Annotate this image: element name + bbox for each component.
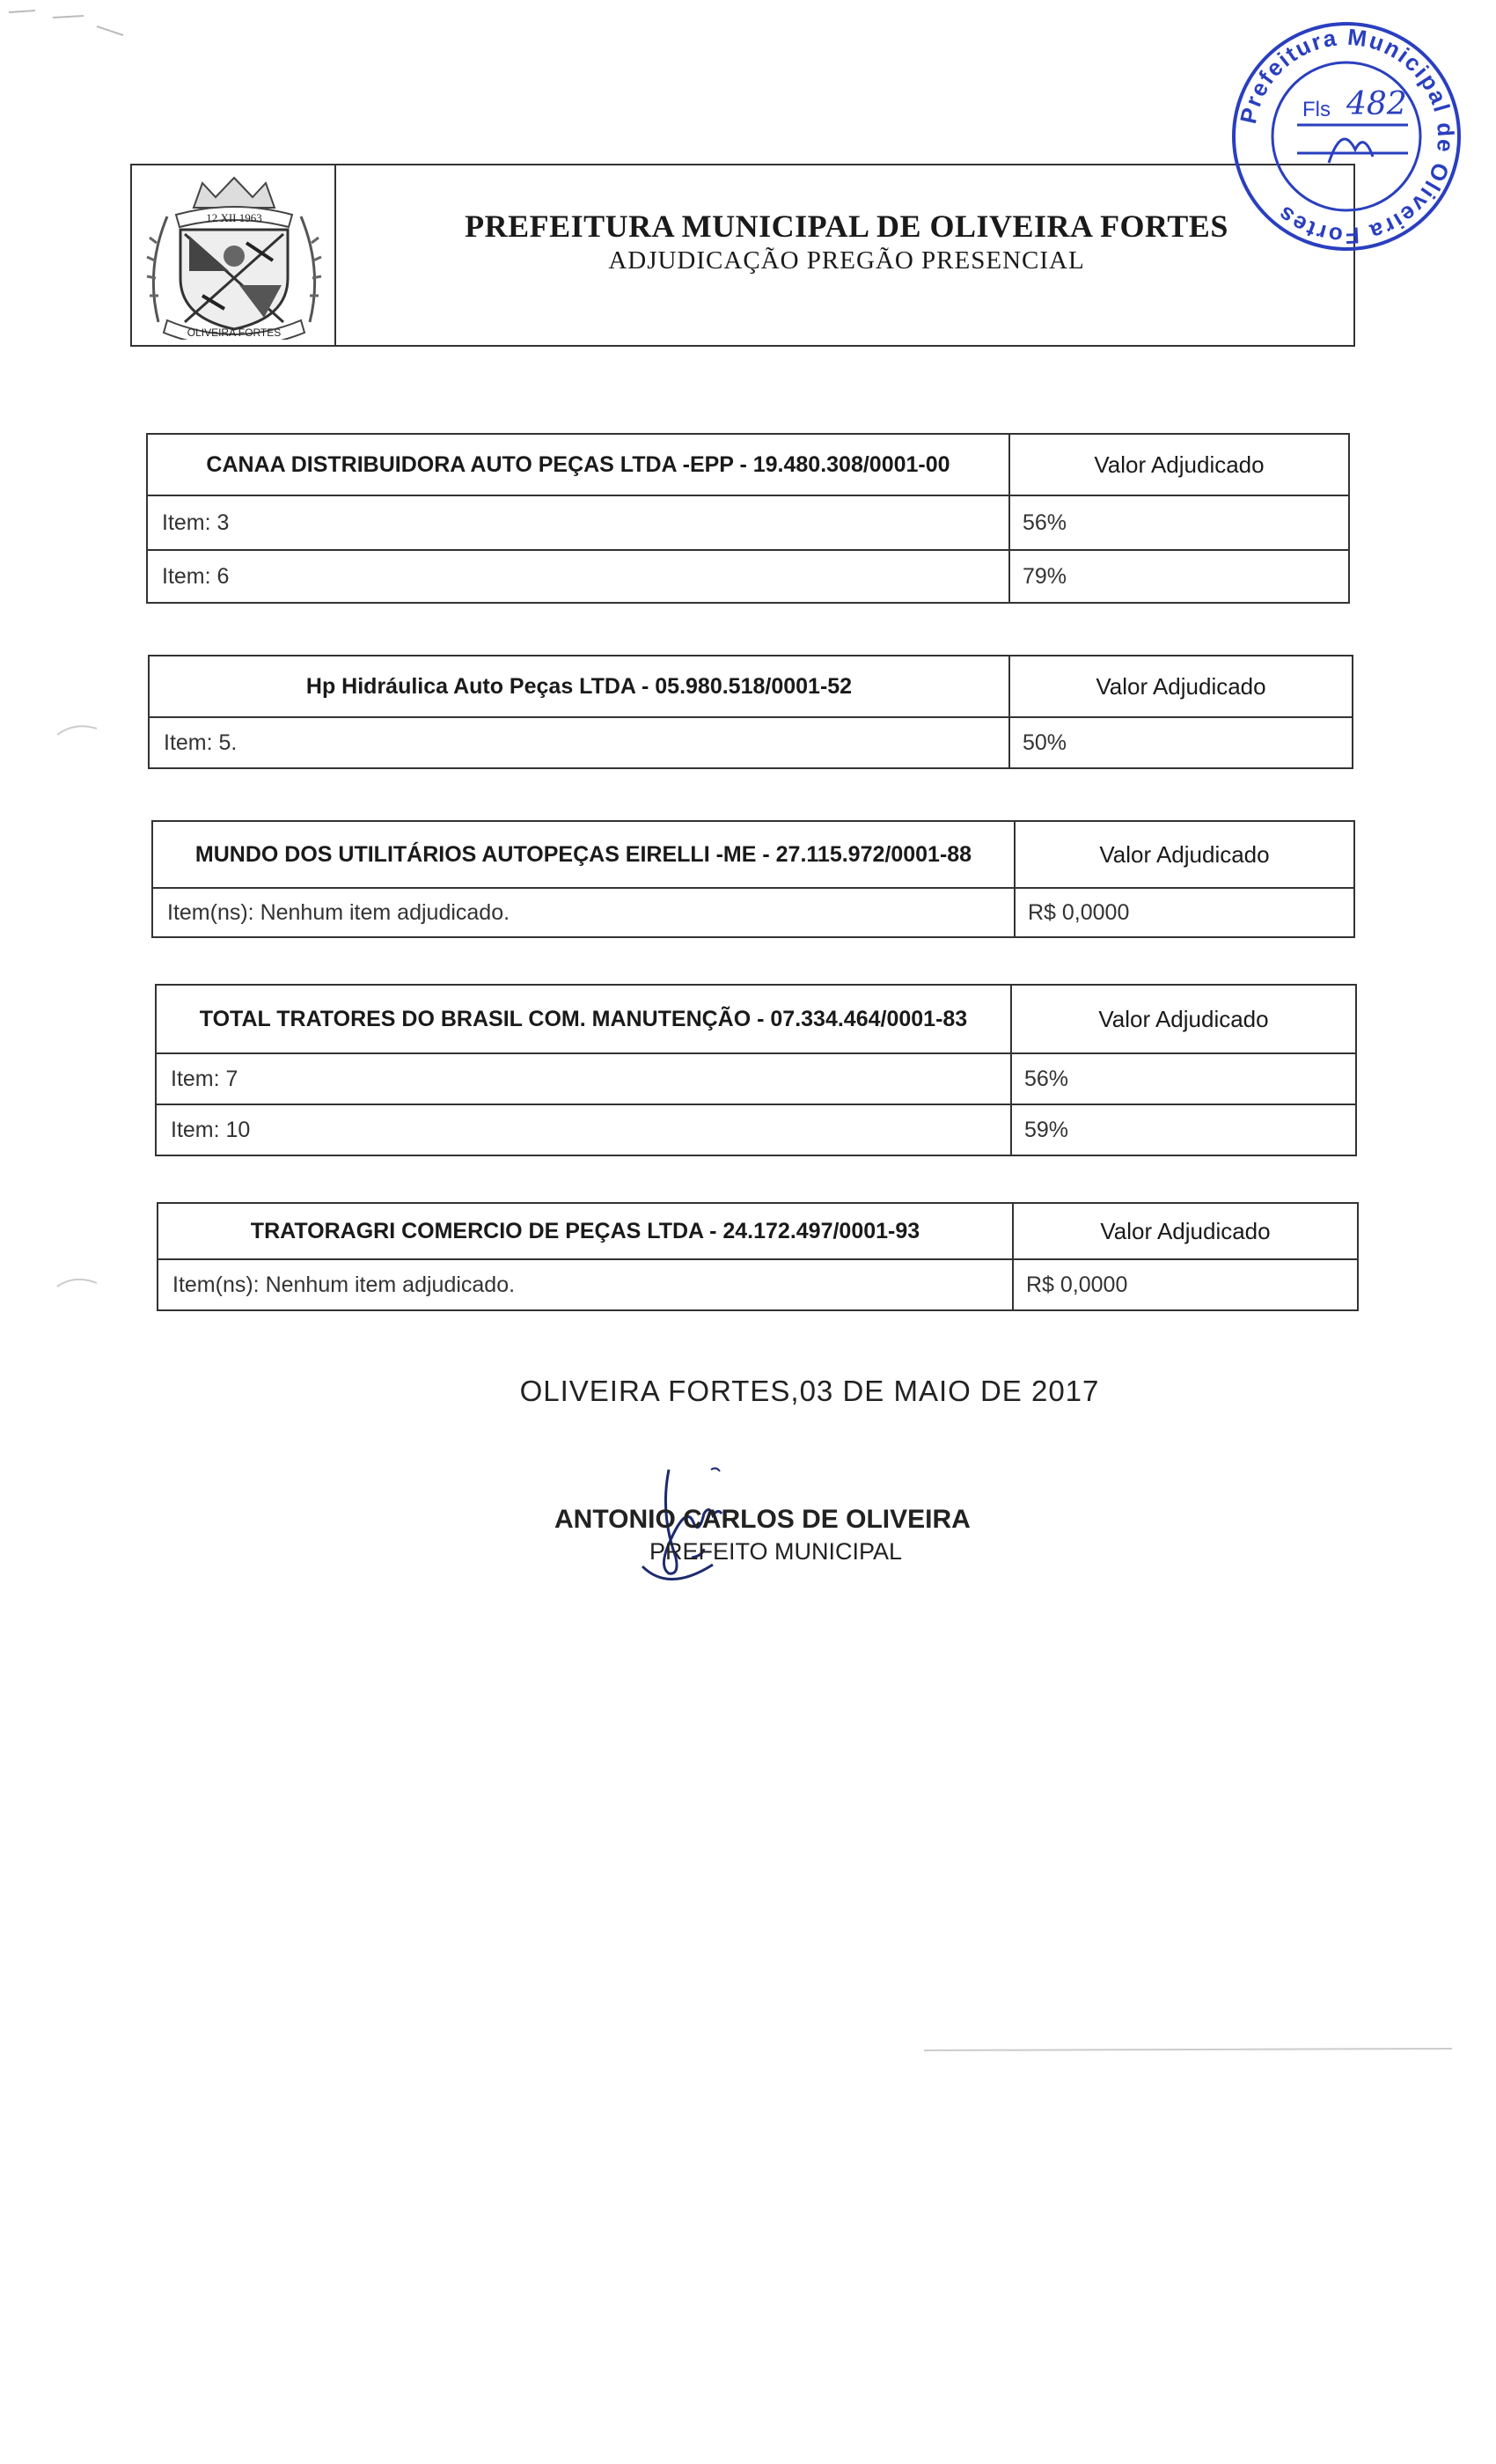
table-header-row bbox=[153, 822, 1353, 887]
valor-header: Valor Adjudicado bbox=[1010, 986, 1355, 1052]
table-header-row bbox=[150, 656, 1352, 716]
table-row bbox=[148, 495, 1348, 549]
table-row bbox=[150, 716, 1352, 767]
item-label: Item: 3 bbox=[162, 510, 230, 535]
table-row bbox=[153, 887, 1353, 936]
valor-header: Valor Adjudicado bbox=[1008, 435, 1348, 495]
signer-role: PREFEITO MUNICIPAL bbox=[649, 1538, 903, 1565]
item-value: R$ 0,0000 bbox=[1014, 889, 1353, 936]
stamp-folio-label: Fls bbox=[1302, 98, 1331, 121]
item-value: 56% bbox=[1010, 1054, 1355, 1104]
item-value: 50% bbox=[1008, 718, 1352, 767]
stamp-ring-text: Prefeitura Municipal de Oliveira Fortes bbox=[1234, 23, 1460, 250]
award-table-3 bbox=[151, 820, 1355, 938]
table-header-row bbox=[148, 435, 1348, 495]
stamp-folio-number: 482 bbox=[1346, 86, 1407, 122]
item-value: 79% bbox=[1008, 551, 1348, 602]
folio-stamp bbox=[1223, 18, 1470, 255]
crest-cell bbox=[132, 165, 336, 345]
scan-noise bbox=[0, 0, 176, 53]
company-name: MUNDO DOS UTILITÁRIOS AUTOPEÇAS EIRELLI -ME - 27.115.972/0001-88 bbox=[194, 842, 972, 867]
valor-header: Valor Adjudicado bbox=[1012, 1204, 1357, 1258]
scan-mark bbox=[53, 1267, 106, 1302]
company-name: TRATORAGRI COMERCIO DE PEÇAS LTDA - 24.172.497/0001-93 bbox=[250, 1219, 920, 1243]
item-value: R$ 0,0000 bbox=[1012, 1260, 1357, 1309]
company-name: CANAA DISTRIBUIDORA AUTO PEÇAS LTDA -EPP - 19.480.308/0001-00 bbox=[206, 452, 950, 477]
page-subtitle: ADJUDICAÇÃO PREGÃO PRESENCIAL bbox=[608, 246, 1085, 275]
stamp-initials-icon bbox=[1329, 139, 1373, 163]
company-name: TOTAL TRATORES DO BRASIL COM. MANUTENÇÃO - 07.334.464/0001-83 bbox=[199, 1007, 968, 1031]
company-name: Hp Hidráulica Auto Peças LTDA - 05.980.518/0001-52 bbox=[305, 674, 853, 699]
page-title: PREFEITURA MUNICIPAL DE OLIVEIRA FORTES bbox=[465, 209, 1228, 244]
item-value: 59% bbox=[1010, 1105, 1355, 1155]
award-table-5 bbox=[157, 1202, 1359, 1311]
item-label: Item: 5. bbox=[164, 730, 238, 755]
crest-name-text: OLIVEIRA FORTES bbox=[187, 326, 282, 339]
item-label: Item: 6 bbox=[162, 563, 230, 589]
award-table-2 bbox=[148, 655, 1353, 769]
letterhead bbox=[130, 164, 1355, 347]
award-table-4 bbox=[155, 984, 1357, 1156]
place-and-date: OLIVEIRA FORTES,03 DE MAIO DE 2017 bbox=[519, 1375, 1100, 1407]
valor-header: Valor Adjudicado bbox=[1008, 656, 1352, 716]
item-label: Item: 7 bbox=[171, 1066, 238, 1091]
award-table-1 bbox=[146, 433, 1350, 604]
item-label: Item(ns): Nenhum item adjudicado. bbox=[172, 1272, 516, 1297]
municipal-crest-icon bbox=[141, 172, 327, 340]
signer-name: ANTONIO CARLOS DE OLIVEIRA bbox=[554, 1505, 971, 1534]
table-row bbox=[157, 1052, 1355, 1104]
item-label: Item: 10 bbox=[171, 1117, 251, 1142]
table-header-row bbox=[158, 1204, 1357, 1258]
table-row bbox=[148, 549, 1348, 602]
table-header-row bbox=[157, 986, 1355, 1052]
crest-date-text: 12 XII 1963 bbox=[206, 211, 262, 224]
table-row bbox=[158, 1258, 1357, 1309]
item-value: 56% bbox=[1008, 496, 1348, 549]
valor-header: Valor Adjudicado bbox=[1014, 822, 1353, 887]
scan-line bbox=[924, 2042, 1452, 2059]
scan-mark bbox=[53, 713, 106, 748]
table-row bbox=[157, 1104, 1355, 1155]
item-label: Item(ns): Nenhum item adjudicado. bbox=[167, 899, 510, 925]
